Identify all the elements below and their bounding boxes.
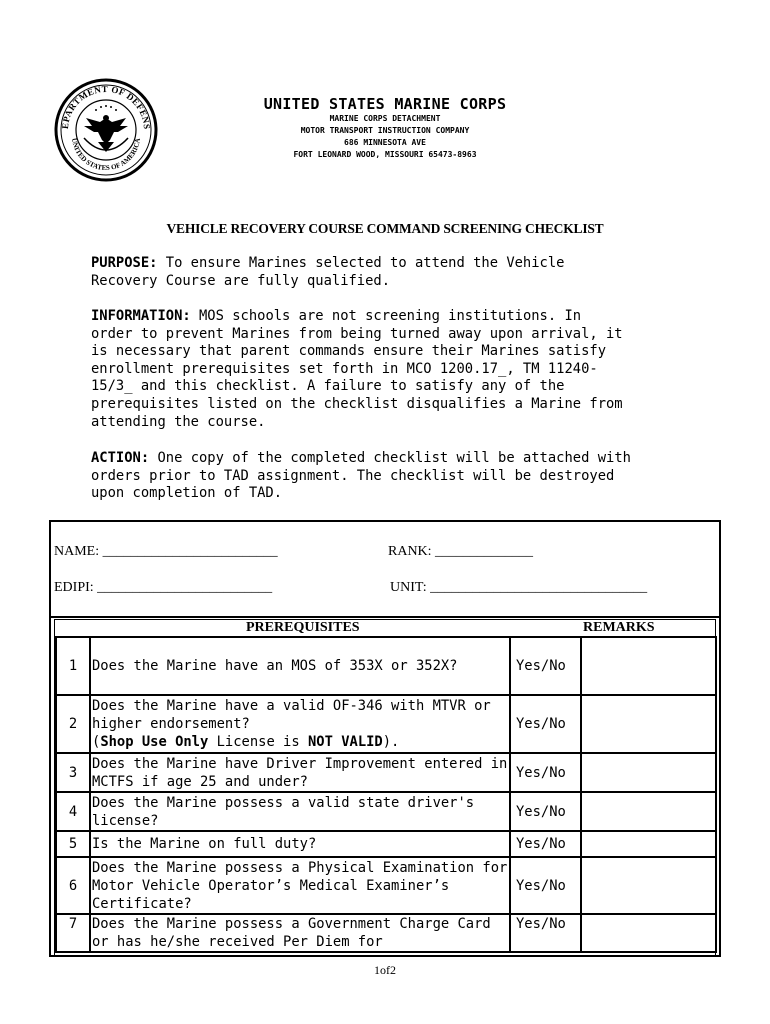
- screening-form: [49, 520, 721, 957]
- row-number: 2: [56, 695, 90, 753]
- prerequisite-question: [90, 695, 510, 753]
- row-number: 7: [56, 914, 90, 952]
- row-number: 1: [56, 637, 90, 695]
- table-row: [56, 753, 716, 792]
- remarks-header: REMARKS: [583, 620, 655, 635]
- table-row: [56, 792, 716, 831]
- table-row: [56, 831, 716, 857]
- question-emphasis: Shop Use Only: [100, 734, 209, 750]
- prerequisite-question: Does the Marine possess a Government Charge Card or has he/she received Per Diem for: [90, 914, 510, 952]
- yes-no-answer[interactable]: Yes/No: [510, 857, 581, 914]
- purpose-label: PURPOSE:: [91, 255, 158, 271]
- question-text: ).: [382, 734, 400, 750]
- action-paragraph: [91, 450, 701, 503]
- remarks-cell[interactable]: [581, 695, 716, 753]
- row-number: 3: [56, 753, 90, 792]
- table-row: [56, 637, 716, 695]
- svg-text:DEPARTMENT OF DEFENSE: EPARTMENT OF DEFENS: [59, 83, 153, 130]
- address-line: MARINE CORPS DETACHMENT: [329, 114, 441, 123]
- address-line: MOTOR TRANSPORT INSTRUCTION COMPANY: [300, 126, 470, 135]
- table-row: [56, 857, 716, 914]
- name-field[interactable]: NAME: _________________________: [54, 544, 278, 559]
- remarks-cell[interactable]: [581, 792, 716, 831]
- yes-no-answer[interactable]: Yes/No: [510, 914, 581, 952]
- yes-no-answer[interactable]: Yes/No: [510, 792, 581, 831]
- address-line: 686 MINNESOTA AVE: [344, 138, 426, 147]
- divider: [51, 616, 719, 618]
- organization-title: UNITED STATES MARINE CORPS: [263, 95, 507, 113]
- prerequisites-header: PREREQUISITES: [246, 620, 360, 635]
- letterhead: [200, 95, 570, 161]
- yes-no-answer[interactable]: Yes/No: [510, 753, 581, 792]
- address-line: FORT LEONARD WOOD, MISSOURI 65473-8963: [293, 150, 477, 159]
- document-title: VEHICLE RECOVERY COURSE COMMAND SCREENING CHECKLIST: [166, 221, 604, 236]
- remarks-cell[interactable]: [581, 637, 716, 695]
- unit-field[interactable]: UNIT: _______________________________: [390, 580, 648, 595]
- svg-text:UNITED STATES OF AMERICA: UNITED STATES OF AMERICA: [70, 137, 142, 173]
- question-text: Does the Marine have a valid OF-346 with MTVR or higher endorsement?: [92, 698, 491, 732]
- prerequisite-question: Does the Marine have Driver Improvement entered in MCTFS if age 25 and under?: [90, 753, 510, 792]
- remarks-cell[interactable]: [581, 831, 716, 857]
- action-label: ACTION:: [91, 450, 150, 466]
- table-row: [56, 914, 716, 952]
- yes-no-answer[interactable]: Yes/No: [510, 831, 581, 857]
- purpose-text: To ensure Marines selected to attend the Vehicle Recovery Course are fully qualified.: [91, 255, 565, 289]
- information-paragraph: [91, 308, 701, 431]
- information-label: INFORMATION:: [91, 308, 191, 324]
- question-emphasis: NOT VALID: [307, 734, 383, 750]
- row-number: 6: [56, 857, 90, 914]
- prerequisite-question: Is the Marine on full duty?: [90, 831, 510, 857]
- remarks-cell[interactable]: [581, 753, 716, 792]
- prerequisite-question: Does the Marine have an MOS of 353X or 352X?: [90, 637, 510, 695]
- rank-field[interactable]: RANK: ______________: [388, 544, 534, 559]
- row-number: 5: [56, 831, 90, 857]
- information-text: MOS schools are not screening institutions. In order to prevent Marines from being turned away upon arrival, it is necessary that parent commands ensure their Marines satisfy enrollment prerequisites set forth in MCO 1200.17_, TM 11240- 15/3_ and this checklist. A failure to satisfy any of the prerequisites listed on the checklist disqualifies a Marine from attending the course.: [91, 308, 623, 430]
- row-number: 4: [56, 792, 90, 831]
- yes-no-answer[interactable]: Yes/No: [510, 637, 581, 695]
- action-text: One copy of the completed checklist will be attached with orders prior to TAD assignment. The checklist will be destroyed upon completion of TAD.: [91, 450, 631, 502]
- purpose-paragraph: [91, 255, 701, 290]
- edipi-field[interactable]: EDIPI: _________________________: [54, 580, 273, 595]
- yes-no-answer[interactable]: Yes/No: [510, 695, 581, 753]
- prerequisites-table: [55, 636, 717, 953]
- prerequisite-question: Does the Marine possess a Physical Examination for Motor Vehicle Operator’s Medical Examiner’s Certificate?: [90, 857, 510, 914]
- remarks-cell[interactable]: [581, 914, 716, 952]
- dod-seal-icon: [54, 78, 158, 182]
- question-text: License is: [208, 734, 308, 750]
- table-row: [56, 695, 716, 753]
- remarks-cell[interactable]: [581, 857, 716, 914]
- page-number: 1of2: [374, 963, 396, 977]
- question-text: (: [92, 734, 101, 750]
- prerequisite-question: Does the Marine possess a valid state driver's license?: [90, 792, 510, 831]
